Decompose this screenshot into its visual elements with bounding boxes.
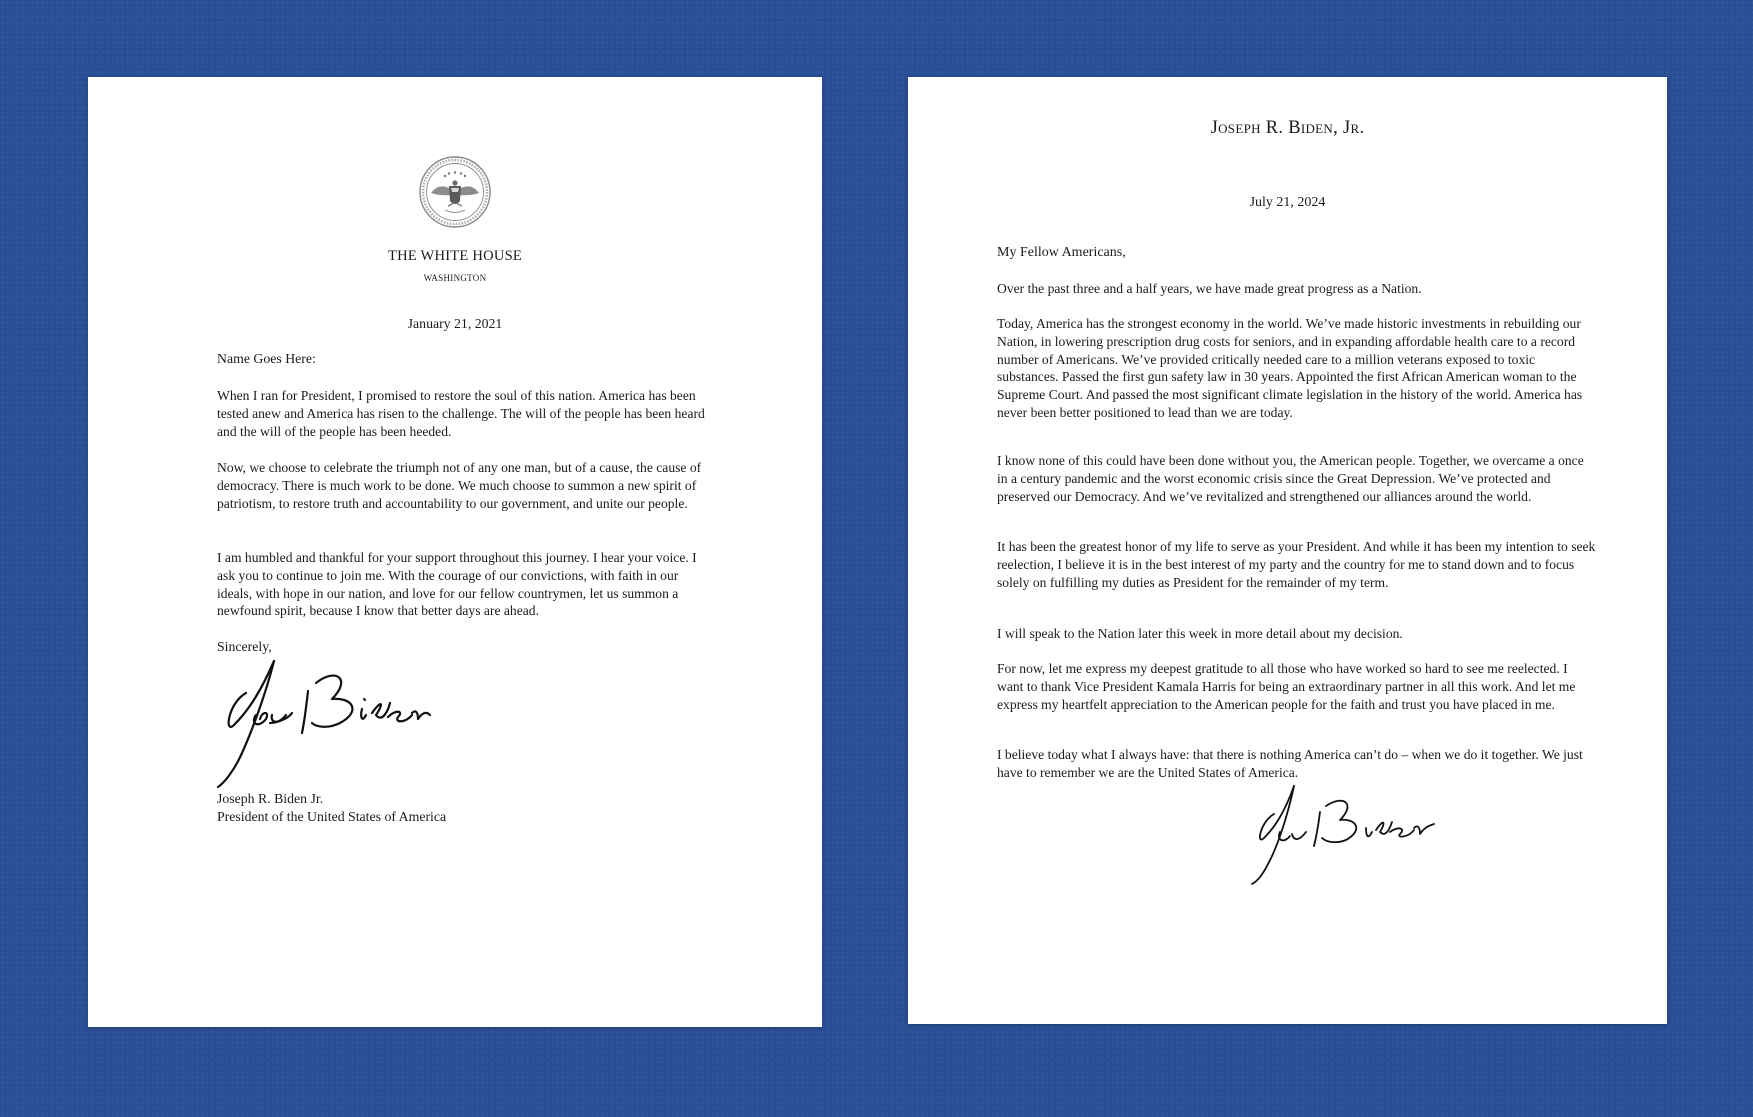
body-paragraph: I am humbled and thankful for your support throughout this journey. I hear your voice. I ask you to continue to join me. With the courage of our convictions, with faith in our ideals, with hope in our nation, and love for our fellow countrymen, let us summon a newfound spirit, because I know that better days are ahead.: [217, 550, 697, 619]
salutation: My Fellow Americans,: [997, 245, 1126, 260]
letterhead-name: Joseph R. Biden, Jr.: [1210, 118, 1365, 138]
closing: Sincerely,: [217, 639, 272, 654]
presidential-seal-icon: [418, 155, 492, 229]
body-paragraph: I will speak to the Nation later this week in more detail about my decision.: [997, 626, 1403, 641]
body-paragraph: Now, we choose to celebrate the triumph not of any one man, but of a cause, the cause of democracy. There is much work to be done. We much choose to summon a new spirit of patriotism, to restore truth and accountability to our government, and unite our people.: [217, 460, 702, 511]
signer-title: President of the United States of America: [217, 809, 447, 824]
letter-date: January 21, 2021: [407, 316, 503, 331]
signer-name: Joseph R. Biden Jr.: [217, 791, 324, 806]
body-paragraph: I know none of this could have been done without you, the American people. Together, we overcame a once in a century pandemic and the worst economic crisis since the Great Depression. We’ve protected and preserved our Democracy. And we’ve revitalized and strengthened our alliances around the world.: [997, 453, 1584, 504]
handwritten-signature-icon: [1248, 782, 1438, 886]
letter-2021: [88, 77, 822, 1027]
body-paragraph: Over the past three and a half years, we have made great progress as a Nation.: [997, 281, 1422, 296]
body-paragraph: I believe today what I always have: that there is nothing America can’t do – when we do it together. We just have to remember we are the United States of America.: [997, 747, 1583, 780]
body-paragraph: It has been the greatest honor of my life to serve as your President. And while it has been my intention to seek reelection, I believe it is in the best interest of my party and the country for me to stand down and to focus solely on fulfilling my duties as President for the remainder of my term.: [997, 539, 1596, 590]
salutation: Name Goes Here:: [217, 351, 316, 366]
body-paragraph: For now, let me express my deepest gratitude to all those who have worked so hard to see me reelected. I want to thank Vice President Kamala Harris for being an extraordinary partner in all this work. And let me express my heartfelt appreciation to the American people for the faith and trust you have placed in me.: [997, 661, 1576, 712]
letterhead-subtitle: WASHINGTON: [423, 273, 487, 283]
letter-2024: [908, 77, 1667, 1024]
letterhead-title: THE WHITE HOUSE: [387, 248, 523, 264]
handwritten-signature-icon: [212, 653, 432, 789]
body-paragraph: Today, America has the strongest economy in the world. We’ve made historic investments in rebuilding our Nation, in lowering prescription drug costs for seniors, and in expanding affordable health care to a record number of Americans. We’ve provided critically needed care to a million veterans exposed to toxic substances. Passed the first gun safety law in 30 years. Appointed the first African American woman to the Supreme Court. And passed the most significant climate legislation in the history of the world. America has never been better positioned to lead than we are today.: [997, 316, 1583, 420]
body-paragraph: When I ran for President, I promised to restore the soul of this nation. America has been tested anew and America has risen to the challenge. The will of the people has been heard and the will of the people has been heeded.: [217, 388, 705, 439]
letter-date: July 21, 2024: [1249, 195, 1326, 210]
